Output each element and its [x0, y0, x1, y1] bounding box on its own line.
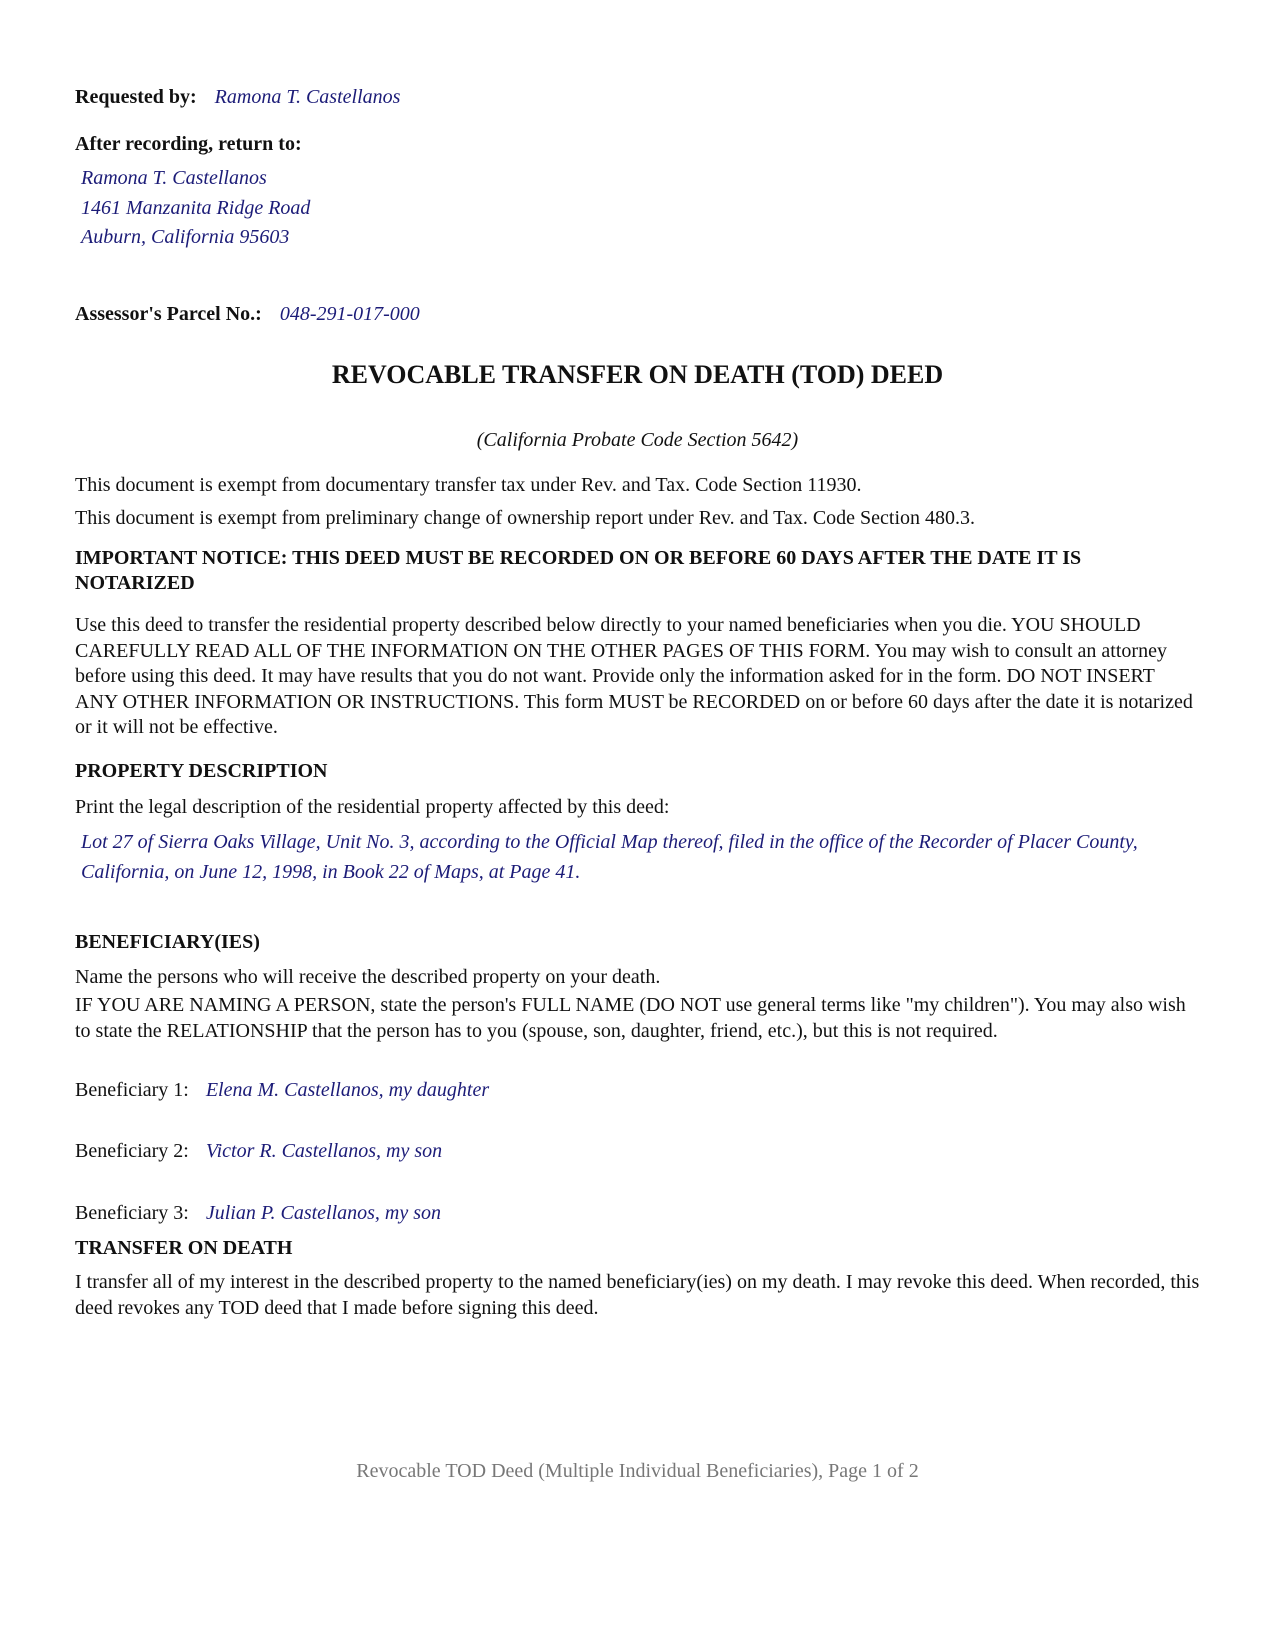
- document-subtitle: (California Probate Code Section 5642): [476, 429, 799, 451]
- beneficiary-row: [75, 1079, 489, 1102]
- apn-value: 048-291-017-000: [279, 303, 420, 325]
- beneficiary-name: Victor R. Castellanos, my son: [205, 1140, 443, 1162]
- beneficiary-name: Julian P. Castellanos, my son: [205, 1202, 442, 1224]
- document-title: REVOCABLE TRANSFER ON DEATH (TOD) DEED: [331, 360, 944, 389]
- transfer-paragraph: I transfer all of my interest in the described property to the named beneficiary(ies) on my death. I may revoke this deed. When recorded, this deed revokes any TOD deed that I made before signing this deed.: [75, 1271, 1200, 1319]
- return-to-city: Auburn, California 95603: [81, 226, 290, 248]
- beneficiaries-instruction: Name the persons who will receive the described property on your death.: [75, 966, 661, 988]
- return-to-name: Ramona T. Castellanos: [81, 167, 267, 189]
- page-footer: Revocable TOD Deed (Multiple Individual Beneficiaries), Page 1 of 2: [356, 1460, 919, 1482]
- beneficiaries-heading: BENEFICIARY(IES): [75, 931, 260, 953]
- property-legal-description: Lot 27 of Sierra Oaks Village, Unit No. 3, according to the Official Map thereof, filed in the office of the Recorder of Placer County, California, on June 12, 1998, in Book 22 of Maps, at Page 41.: [81, 831, 1138, 883]
- beneficiary-row: [75, 1140, 442, 1163]
- apn-row: [75, 303, 420, 326]
- important-notice: IMPORTANT NOTICE: THIS DEED MUST BE RECORDED ON OR BEFORE 60 DAYS AFTER THE DATE IT IS NOTARIZED: [75, 547, 1082, 594]
- property-heading: PROPERTY DESCRIPTION: [75, 760, 328, 782]
- requested-by-value: Ramona T. Castellanos: [214, 86, 401, 108]
- intro-paragraph: Use this deed to transfer the residential property described below directly to your named beneficiaries when you die. YOU SHOULD CAREFULLY READ ALL OF THE INFORMATION ON THE OTHER PAGES OF THIS FORM. You may wish to consult an attorney before using this deed. It may have results that you do not want. Provide only the information asked for in the form. DO NOT INSERT ANY OTHER INFORMATION OR INSTRUCTIONS. This form MUST be RECORDED on or before 60 days after the date it is notarized or it will not be effective.: [75, 614, 1193, 738]
- beneficiary-name: Elena M. Castellanos, my daughter: [205, 1079, 490, 1101]
- return-to-street: 1461 Manzanita Ridge Road: [81, 197, 311, 219]
- requested-by-label: Requested by:: [75, 86, 197, 108]
- exemption-pcor: This document is exempt from preliminary change of ownership report under Rev. and Tax. Code Section 480.3.: [75, 507, 976, 529]
- beneficiary-row: [75, 1202, 441, 1225]
- property-instruction: Print the legal description of the residential property affected by this deed:: [75, 796, 670, 818]
- requested-by-row: [75, 86, 400, 109]
- beneficiary-label: Beneficiary 1:: [75, 1079, 189, 1101]
- return-to-label: After recording, return to:: [75, 133, 302, 155]
- exemption-transfer-tax: This document is exempt from documentary transfer tax under Rev. and Tax. Code Section 11930.: [75, 474, 862, 496]
- beneficiary-label: Beneficiary 2:: [75, 1140, 189, 1162]
- transfer-heading: TRANSFER ON DEATH: [75, 1237, 293, 1259]
- beneficiary-label: Beneficiary 3:: [75, 1202, 189, 1224]
- beneficiaries-naming-instruction: IF YOU ARE NAMING A PERSON, state the person's FULL NAME (DO NOT use general terms like "my children"). You may also wish to state the RELATIONSHIP that the person has to you (spouse, son, daughter, friend, etc.), but this is not required.: [75, 994, 1186, 1042]
- apn-label: Assessor's Parcel No.:: [75, 303, 262, 325]
